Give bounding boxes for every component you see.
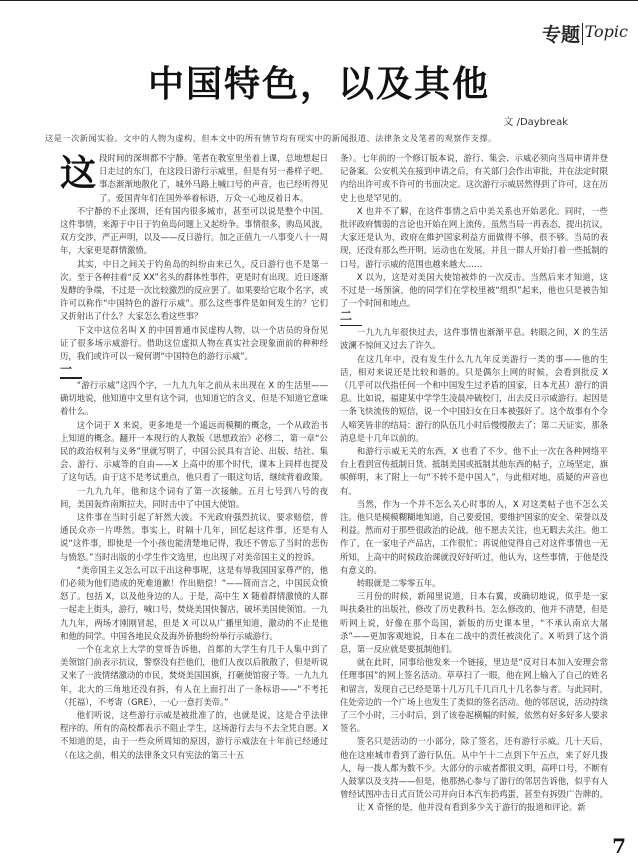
body-paragraph: 条）。七年前的一个修订版本说，游行、集会、示威必须向当局申请并登记备案。公安机关在接到申请之后，有关部门会作出审批，并在法定时限内给出许可或不许可的书面决定。这次游行示威居然得到了许可，这在历史上也是罕见的。 [340,153,608,203]
body-paragraph: 当然，作为一个并不怎么关心时事的人，X 对这类帖子也不怎么关注。他只是模模糊糊地知道，自己要爱国，要维护国家的安全、荣誉以及利益。然而对于那些很政治的论战，他不愿去关注，也无暇去关注。他工作了，在一家电子产品店，工作很忙；再说他觉得自己对这件事情也一无所知，上高中的时候政治课就没好好听过，他认为，这些事情，于他是没有意义的。 [340,498,608,575]
body-paragraph: 签名只是活动的一小部分，除了签名，还有游行示威。几十天后，他在这座城市看到了游行队伍。从中午十二点到下午五点，来了好几拨人，每一拨人都为数不少。大部分的示威者都很文明，高呼口号，不断有人鼓掌以及支持——但是，他那热心参与了游行的邻居告诉他，似乎有人曾经试图冲击日式百货公司并向日本汽车扔鸡蛋，甚至有拆毁广告牌的。 [340,736,608,800]
article-intro: 这是一次新闻实验。文中的人物为虚构，但本文中的所有情节均有现实中的新闻报道、法律条文及笔者的观察作支撑。 [45,133,497,143]
body-paragraph: 在这几年中，没有发生什么九九年反美游行一类的事——他的生活，相对来说还是比较和谐的。只是偶尔上网的时候，会看到批反 X（几乎可以代指任何一个和中国发生过矛盾的国家，日本尤甚）游行的消息。比如说，福建某中学学生凌晨冲破校门，出去反日示威游行。起因是一条飞快流传的短信，说一个中国妇女在日本被强奸了。这个故事有个令人啼笑皆非的结局：游行的队伍几小时后慢慢散去了；第二天证实，那条消息是十几年以前的。 [340,353,608,443]
body-paragraph: X 也并不了解，在这件事情之后中美关系也开始恶化。同时，一些批评政府懦弱的言论也开始在网上流传。虽然当局一再表态，提出抗议，大家还是认为，政府在維护国家利益方面做得不够，很不够。当局的表现，还没有那么些开明，运动也在发展，并且一群人开始打着一些抵制的口号，游行示威的范围也越来越大…… [340,205,608,269]
lead-paragraph [60,152,328,205]
drop-cap: 这 [60,152,97,194]
header-rule [0,0,638,1]
body-paragraph: 就在此时，同事给他发来一个链接，里边是“反对日本加入安理会常任理事国”的网上签名活动。草草扫了一眼，他在网上输入了自己的姓名和留言，发现自己已经是第十几万几千几百几十几名参与者。与此同时，住处旁边的一个广场上也发生了类似的签名活动。他的邻居说，活动持续了三个小时，三小时后，到了该卷起横幅的时候，依然有好多好多人要求签名。 [340,657,608,734]
topic-label: Topic [584,22,628,41]
body-paragraph: 让 X 奇怪的是，他并没有看到多少关于游行的报道和评论。新 [356,802,586,813]
section-heading: 二 [340,310,608,326]
body-paragraph: 一九九九年，他和这个词有了第一次接触。五月七号到八号的夜间，美国轰炸南斯拉夫，同时击中了中国大使馆。 [60,485,328,509]
section-heading: 一 [60,363,328,379]
left-column [60,152,328,762]
body-paragraph: 这件事在当时引起了轩然大波。不光政府强烈抗议，要求赔偿，普通民众亦一片哗然。事实上，时隔十几年，回忆起这件事，还是有人说“这件事，即使是一个小孩也能清楚地记得，我还不曾忘了当时的悲伤与愤怒。”当时出版的小学生作文选里，也出现了对美帝国主义的控诉。 [60,511,328,562]
body-paragraph: 他们听说，这些游行示威是被批准了的，也就是说，这是合乎法律程序的。所有的高校都表示不阻止学生，这场游行去与不去全凭自愿。X 不知道的是，由于一些众所周知的原因，游行示威法在十年前已经通过（在这之前，相关的法律条文只有宪法的第三十五 [60,710,328,760]
body-paragraph: 和游行示威无关的东西，X 也看了不少。他不止一次在各种网络平台上看到宣传抵制日货、抵制美国或抵制其他东西的帖子，立场坚定，旗帜鲜明，末了附上一句“不转不是中国人”，与此相对地，质疑的声音也有。 [340,445,608,496]
body-paragraph: 转眼就是二零零五年。 [356,578,441,588]
body-paragraph: 三月份的时候，新闻里说道，日本右翼，或确切地说，似乎是一家叫扶桑社的出版社，修改了历史教科书。怎么修改的，他并不清楚，但是听网上说，好像在那个岛国，新版的历史课本里，“不承认南京大屠杀”——更加客观地说，日本在二战中的责任被淡化了。X 听到了这个消息，第一反应就是要抵制他们。 [340,591,608,655]
body-paragraph: 其实，中日之间关于钓鱼岛的纠纷由来已久，反日游行也不是第一次。至于各种挂着“反 XX”名头的群体性事件，更是时有出现。近日逐渐发酵的争端，不过是一次比较激烈的反应罢了。如果要给它取个名字，或许可以称作“中国特色的游行示威”。那么这些事件是如何发生的？它们又折射出了什么？大家怎么看这些事？ [60,258,328,322]
lead-text: 段时间的深圳都不宁静。笔者在教室里坐着上课，总地想起日日走过的东门，在这段日游行示威里，但是有另一番样子吧。事态渐渐地散化了，城外马路上喊口号的声音，也已经听得见了。爱国青年们在国外举着标语，万众一心地反着日本。 [99,153,328,203]
body-paragraph: 一九九九年很快过去，这件事情也渐渐平息。转眼之间，X 的生活波澜不惊间又过去了许久。 [340,327,608,351]
body-paragraph: X 以为，这是对美国大使馆被炸的一次反击。当然后来才知道，这不过是一场预演，他的同学们在学校里被“组织”起来，他也只是被告知了一个时间和地点。 [340,271,608,309]
section-divider [582,23,584,45]
body-paragraph: 这个词于 X 来说，更多地是一个遥远而模糊的概念，一个从政治书上知道的概念。翻开一本现行的人教版《思想政治》必修二，第一章“公民的政治权利与义务”里就写明了，中国公民具有言论、出版、结社、集会、游行、示威等的自由——X 上高中的那个时代，课本上同样也提及了这句话。由于这不是考试重点，他只看了一眼这句话，继续背着政策。 [60,419,328,483]
body-paragraph: “美帝国主义怎么可以干出这种事呢，这是有辱我国国家尊严的，他们必须为他们造成的死难道歉！作出赔偿！”——简而言之，中国民众愤怒了。包括 X，以及他身边的人。于是，高中生 X 随着群情激愤的人群一起走上街头，游行，喊口号，焚烧美国快餐店，破坏美国使领馆。一九九九年，两场才刚刚冒起，但是 X 可以从广播里知道，激动的不止是他和他的同学。中国各地民众及海外侨胞纷纷举行示威游行。 [60,564,328,641]
section-label: 专题 [541,24,580,46]
body-paragraph: 不宁静的不止深圳，还有国内很多城市，甚至可以说是整个中国。这件事情，来源于中日于钓鱼岛问题上又起纷争。事情很多，购岛风波，双方交涉，严正声明，以及——反日游行。加之正值九一八事变八十一周年，大家更是群情激愤。 [60,205,328,256]
body-paragraph: 下文中这位名叫 X 的中国普通市民虚构人物，以一个店员的身份见证了很多场示威游行。借助这位虚拟人物在真实社会现象面前的种种经历，我们或许可以一窥何谓“中国特色的游行示威”。 [60,324,328,362]
body-paragraph: “游行示威”这四个字，一九九九年之前从未出现在 X 的生活里——确切地说，他知道中文里有这个词，也知道它的含义，但是不知道它意味着什么。 [60,379,328,417]
article-title: 中国特色，以及其他 [147,63,490,105]
body-paragraph: 一个在北京上大学的堂哥告诉他，首都的大学生有几千人集中到了美领馆门前表示抗议，警察没有拦他们，他们人夜以后散散了，但是听说又来了一波情绪激动的市民，焚烧美国国旗，打砸使馆窗子等。一九九九年，北大的三角地还没有拆，有人在上面打出了一条标语——“不考托（托福），不考寄（GRE），一心一意打美帝。” [60,644,328,707]
right-column [340,152,608,815]
page-number: 7 [612,834,626,858]
article-byline: 文 /Daybreak [503,117,568,128]
